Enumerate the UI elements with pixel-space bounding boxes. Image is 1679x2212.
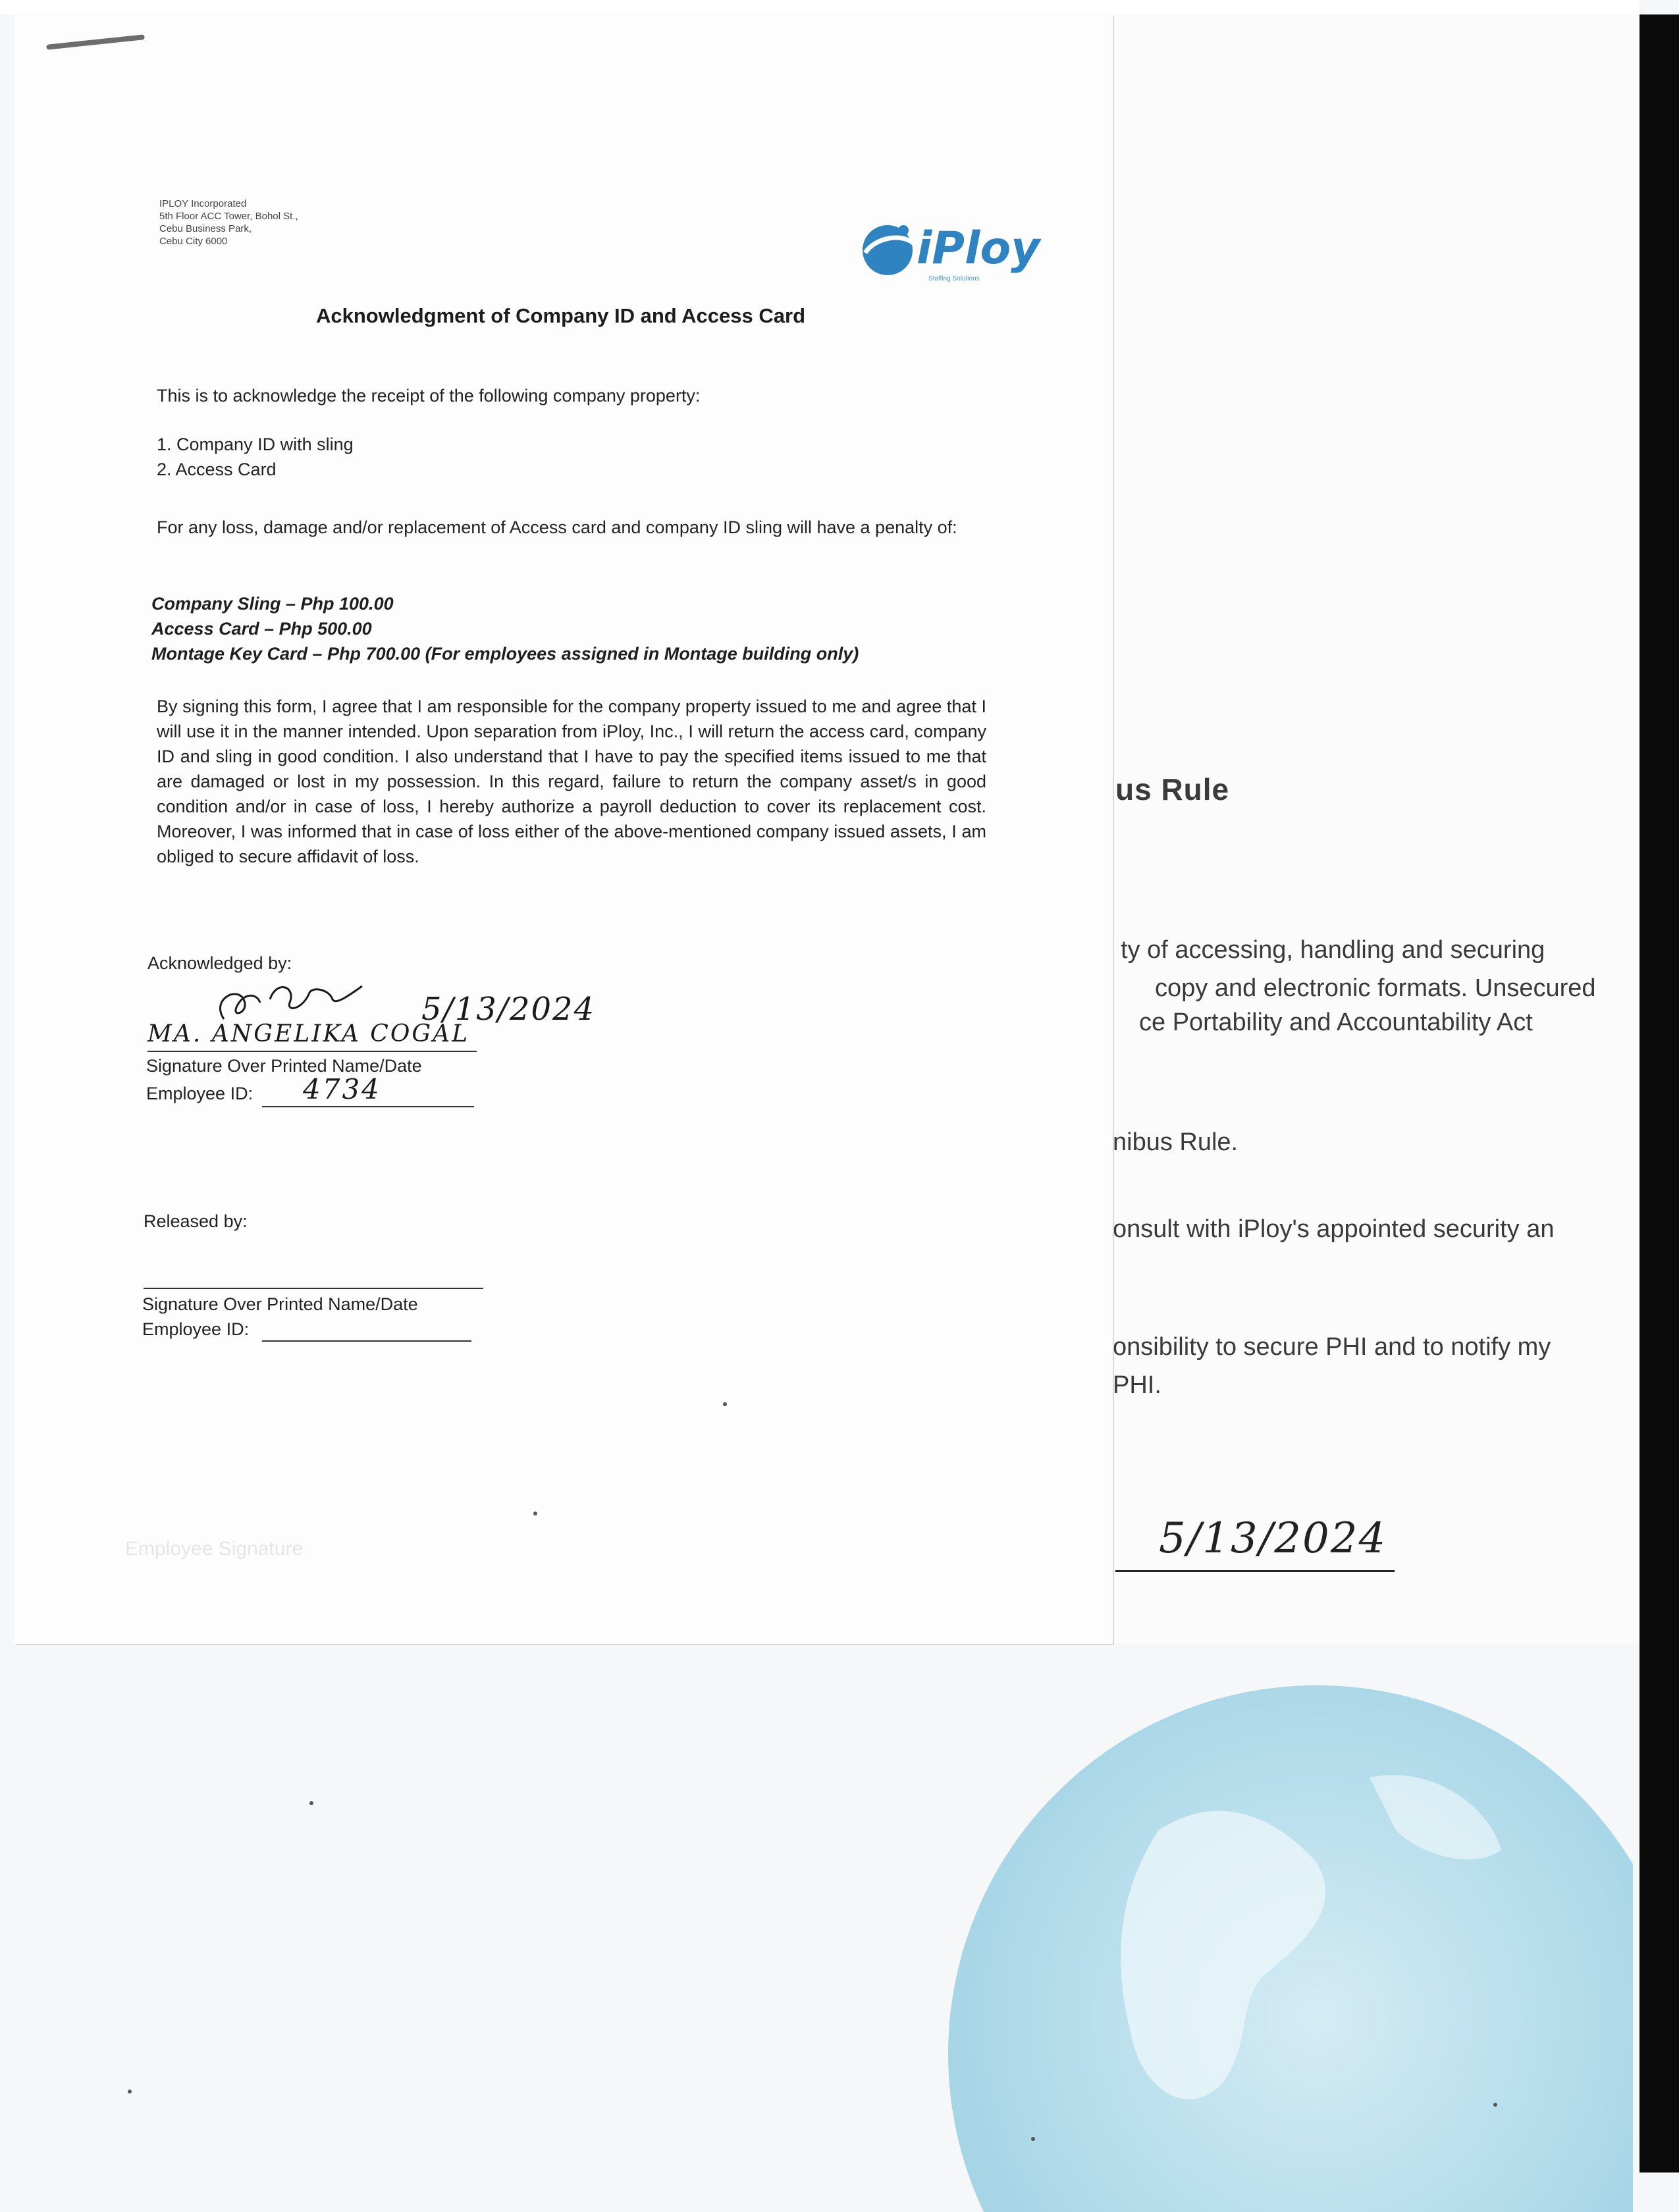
signature-caption: Signature Over Printed Name/Date [146,1056,422,1076]
back-heading-fragment: us Rule [1115,772,1230,806]
scan-speck [128,2090,132,2094]
scan-speck [1031,2137,1035,2141]
handwritten-date: 5/13/2024 [421,991,596,1028]
signature-caption-2: Signature Over Printed Name/Date [142,1294,418,1314]
back-handwritten-date: 5/13/2024 [1159,1514,1387,1563]
scan-speck [309,1801,313,1805]
back-line-1: ty of accessing, handling and securing [1121,936,1545,964]
agreement-paragraph: By signing this form, I agree that I am responsible for the company property issued to me and agree that I will use it in the manner intended. Upon separation from iPloy, Inc., I will return the access card, company ID and sling in good condition. I also understand that I have to pay the specified items issued to me that are damaged or lost in my possession. In this regard, failure to return the company asset/s in good condition and/or in case of loss, I hereby authorize a payroll deduction to cover its replacement cost. Moreover, I was informed that in case of loss either of the above-mentioned company issued assets, I am obliged to secure affidavit of loss. [157,697,986,866]
address-line: IPLOY Incorporated [159,198,247,209]
intro-text: This is to acknowledge the receipt of the following company property: [157,386,701,406]
back-line-2: copy and electronic formats. Unsecured [1155,974,1596,1002]
scan-speck [723,1402,727,1406]
list-item: 1. Company ID with sling [157,434,354,454]
logo-tagline: Staffing Solutions [928,275,980,282]
globe-watermark [909,1633,1633,2212]
released-by-label: Released by: [144,1211,248,1231]
back-line-5: onsult with iPloy's appointed security an [1113,1215,1555,1243]
form-title: Acknowledgment of Company ID and Access Card [316,304,806,327]
penalty-item: Company Sling – Php 100.00 [151,594,394,614]
employee-id-line [262,1106,474,1107]
scan-margin-top [0,0,1639,14]
logo-wordmark: iPloy [917,223,1040,275]
address-line: Cebu City 6000 [159,236,228,247]
address-line: Cebu Business Park, [159,223,252,234]
address-line: 5th Floor ACC Tower, Bohol St., [159,211,298,222]
faint-bleedthrough-text: Employee Signature [125,1538,304,1560]
iploy-logo [856,217,1073,290]
release-signature-line [144,1288,483,1289]
handwritten-employee-id: 4734 [303,1073,381,1105]
penalty-item: Access Card – Php 500.00 [151,619,372,639]
back-line-7: PHI. [1113,1371,1161,1399]
handwritten-printed-name: MA. ANGELIKA COGAL [147,1020,470,1047]
employee-id-line-2 [262,1340,471,1342]
scan-speck [1493,2103,1497,2107]
back-date-line [1115,1570,1395,1572]
back-line-4: nibus Rule. [1113,1128,1239,1156]
penalty-item: Montage Key Card – Php 700.00 (For employees assigned in Montage building only) [151,644,859,664]
acknowledged-by-label: Acknowledged by: [147,953,292,973]
list-item: 2. Access Card [157,460,277,479]
company-address [159,198,298,248]
employee-id-label: Employee ID: [146,1084,253,1103]
penalty-text: For any loss, damage and/or replacement of Access card and company ID sling will have a penalty of: [157,517,957,537]
penalty-list [151,591,859,666]
scan-edge-black [1639,14,1679,2172]
back-line-6: onsibility to secure PHI and to notify my [1113,1333,1551,1361]
property-list [157,432,354,482]
globe-logo-icon [856,217,919,280]
signature-line [147,1051,477,1052]
back-line-3: ce Portability and Accountability Act [1139,1009,1533,1036]
employee-id-label-2: Employee ID: [142,1319,250,1339]
scan-speck [533,1512,537,1515]
